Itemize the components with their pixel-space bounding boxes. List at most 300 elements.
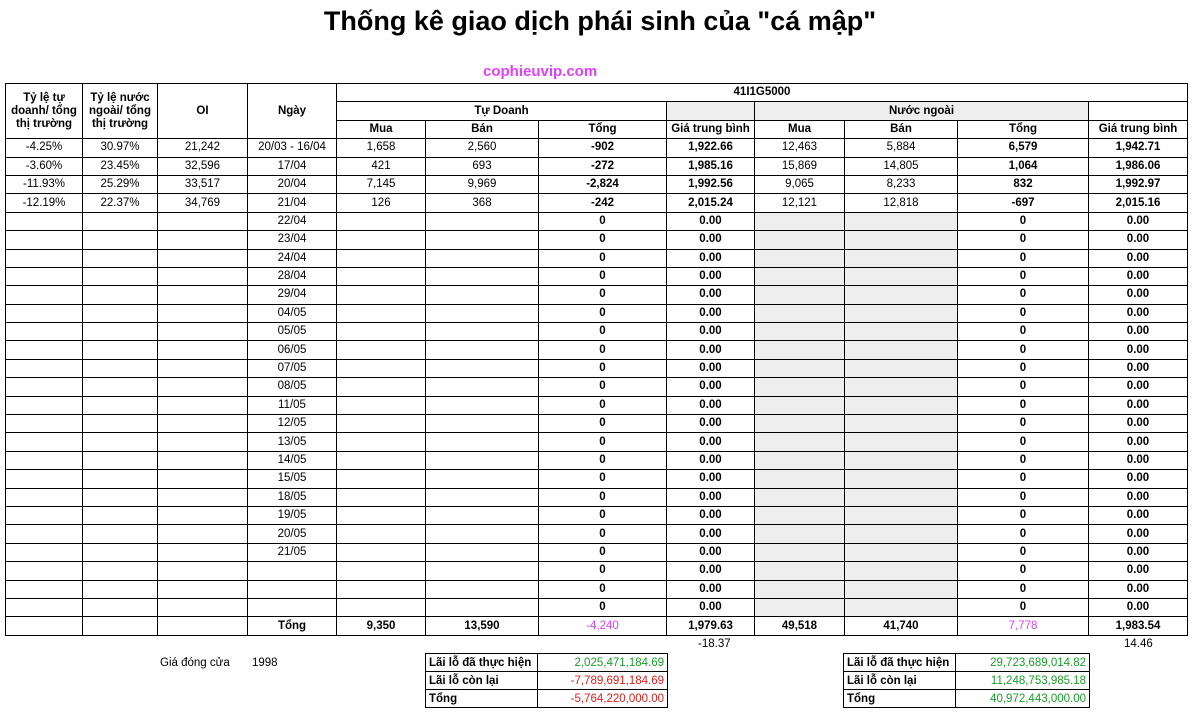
cell-td-tong: 0 (539, 506, 667, 524)
cell-td-tong: 0 (539, 323, 667, 341)
cell-td-gia: 1,922.66 (667, 139, 755, 157)
cell-td-mua (337, 378, 426, 396)
cell-nn-mua (755, 598, 845, 616)
cell-nn-gia: 0.00 (1089, 415, 1188, 433)
cell-oi (158, 433, 248, 451)
cell-nn-ban (845, 525, 958, 543)
cell-ty-le-nuoc-ngoai (83, 212, 158, 230)
cell-ty-le-nuoc-ngoai (83, 415, 158, 433)
cell-ty-le-tu-doanh (6, 378, 83, 396)
cell-nn-mua (755, 359, 845, 377)
cell-td-gia: 0.00 (667, 304, 755, 322)
cell-nn-tong: 0 (958, 267, 1089, 285)
cell-ty-le-tu-doanh: -11.93% (6, 175, 83, 193)
cell-td-tong: 0 (539, 433, 667, 451)
cell-td-tong: 0 (539, 598, 667, 616)
pl-value: 2,025,471,184.69 (538, 654, 668, 672)
total-td-gia: 1,979.63 (667, 617, 755, 635)
cell-td-ban (426, 598, 539, 616)
pl-row (844, 654, 1090, 672)
cell-nn-gia: 0.00 (1089, 598, 1188, 616)
table-row (6, 506, 1188, 524)
cell-ty-le-nuoc-ngoai: 30.97% (83, 139, 158, 157)
table-row (6, 341, 1188, 359)
total-td-tong: -4,240 (539, 617, 667, 635)
cell-td-gia: 0.00 (667, 249, 755, 267)
cell-td-ban (426, 231, 539, 249)
cell-nn-tong: 0 (958, 470, 1089, 488)
cell-ty-le-tu-doanh (6, 488, 83, 506)
cell-td-tong: 0 (539, 415, 667, 433)
table-row (6, 194, 1188, 212)
header-td-ban: Bán (426, 120, 539, 138)
cell-ngay: 07/05 (248, 359, 337, 377)
cell-nn-ban (845, 506, 958, 524)
total-nn-ban: 41,740 (845, 617, 958, 635)
cell-ty-le-tu-doanh (6, 451, 83, 469)
cell-nn-gia: 1,986.06 (1089, 157, 1188, 175)
cell-nn-ban: 12,818 (845, 194, 958, 212)
cell-nn-ban: 8,233 (845, 175, 958, 193)
cell-td-tong: 0 (539, 562, 667, 580)
cell-nn-gia: 1,992.97 (1089, 175, 1188, 193)
cell-oi (158, 415, 248, 433)
cell-td-gia: 0.00 (667, 433, 755, 451)
cell-td-ban (426, 286, 539, 304)
cell-oi (158, 359, 248, 377)
cell-nn-tong: 6,579 (958, 139, 1089, 157)
cell-nn-gia: 0.00 (1089, 580, 1188, 598)
cell-td-gia: 0.00 (667, 488, 755, 506)
cell-nn-mua (755, 249, 845, 267)
cell-oi: 32,596 (158, 157, 248, 175)
table-row (6, 212, 1188, 230)
cell-ty-le-nuoc-ngoai (83, 562, 158, 580)
cell-td-ban (426, 249, 539, 267)
cell-ty-le-nuoc-ngoai (83, 451, 158, 469)
cell-nn-gia: 0.00 (1089, 396, 1188, 414)
pl-row (426, 654, 668, 672)
cell-td-mua (337, 396, 426, 414)
total-row (6, 617, 1188, 635)
cell-nn-mua: 12,463 (755, 139, 845, 157)
cell-ty-le-tu-doanh: -3.60% (6, 157, 83, 175)
table-row (6, 175, 1188, 193)
header-contract: 41I1G5000 (337, 84, 1188, 102)
total-nn-gia: 1,983.54 (1089, 617, 1188, 635)
cell-oi (158, 341, 248, 359)
header-ngay: Ngày (248, 84, 337, 139)
cell-td-gia: 1,985.16 (667, 157, 755, 175)
cell-nn-gia: 0.00 (1089, 525, 1188, 543)
pl-value: -5,764,220,000.00 (538, 690, 668, 708)
table-row (6, 359, 1188, 377)
cell-td-mua (337, 488, 426, 506)
cell-nn-tong: 0 (958, 506, 1089, 524)
header-nn-mua: Mua (755, 120, 845, 138)
pl-label: Lãi lỗ đã thực hiện (426, 654, 538, 672)
cell-oi (158, 212, 248, 230)
cell-ngay: 14/05 (248, 451, 337, 469)
cell-nn-gia: 0.00 (1089, 506, 1188, 524)
header-ty-le-nuoc-ngoai: Tỷ lệ nước ngoài/ tổng thị trường (83, 84, 158, 139)
cell-nn-ban: 14,805 (845, 157, 958, 175)
cell-ty-le-tu-doanh (6, 415, 83, 433)
cell-ty-le-nuoc-ngoai (83, 580, 158, 598)
table-row (6, 286, 1188, 304)
cell-td-tong: 0 (539, 580, 667, 598)
cell-td-tong: 0 (539, 212, 667, 230)
cell-ngay (248, 580, 337, 598)
cell-td-gia: 0.00 (667, 378, 755, 396)
cell-nn-mua (755, 451, 845, 469)
cell-td-ban (426, 304, 539, 322)
cell-td-ban (426, 562, 539, 580)
cell-nn-gia: 2,015.16 (1089, 194, 1188, 212)
cell-td-gia: 0.00 (667, 341, 755, 359)
cell-nn-tong: 0 (958, 359, 1089, 377)
cell-ty-le-tu-doanh (6, 249, 83, 267)
cell-oi (158, 267, 248, 285)
cell-nn-gia: 1,942.71 (1089, 139, 1188, 157)
cell-nn-ban (845, 212, 958, 230)
cell-nn-ban (845, 323, 958, 341)
cell-td-gia: 0.00 (667, 323, 755, 341)
cell-ty-le-nuoc-ngoai: 22.37% (83, 194, 158, 212)
cell-ty-le-tu-doanh (6, 323, 83, 341)
header-nn-ban: Bán (845, 120, 958, 138)
cell-ty-le-nuoc-ngoai (83, 433, 158, 451)
cell-ngay: 11/05 (248, 396, 337, 414)
cell-nn-mua (755, 341, 845, 359)
total-nn-tong: 7,778 (958, 617, 1089, 635)
cell-nn-mua (755, 470, 845, 488)
cell-td-tong: 0 (539, 249, 667, 267)
cell-nn-ban: 5,884 (845, 139, 958, 157)
cell-td-tong: 0 (539, 451, 667, 469)
cell-td-mua: 421 (337, 157, 426, 175)
site-link[interactable]: cophieuvip.com (483, 63, 598, 80)
cell-td-mua (337, 506, 426, 524)
total-label: Tổng (248, 617, 337, 635)
cell-nn-mua (755, 433, 845, 451)
cell-ty-le-nuoc-ngoai (83, 323, 158, 341)
cell-nn-tong: 832 (958, 175, 1089, 193)
cell-ty-le-tu-doanh: -4.25% (6, 139, 83, 157)
cell-ty-le-tu-doanh (6, 543, 83, 561)
cell-td-gia: 0.00 (667, 359, 755, 377)
table-row (6, 378, 1188, 396)
cell-ty-le-nuoc-ngoai (83, 525, 158, 543)
cell-td-ban (426, 506, 539, 524)
cell-nn-gia: 0.00 (1089, 378, 1188, 396)
cell-nn-mua (755, 304, 845, 322)
cell-nn-ban (845, 433, 958, 451)
cell-td-tong: -2,824 (539, 175, 667, 193)
cell-td-ban (426, 580, 539, 598)
cell-nn-mua (755, 323, 845, 341)
cell-td-ban: 693 (426, 157, 539, 175)
cell-nn-ban (845, 580, 958, 598)
cell-nn-gia: 0.00 (1089, 359, 1188, 377)
cell-nn-ban (845, 470, 958, 488)
cell-td-gia: 0.00 (667, 470, 755, 488)
header-ty-le-tu-doanh: Tỷ lệ tự doanh/ tổng thị trường (6, 84, 83, 139)
table-row (6, 396, 1188, 414)
cell-ty-le-tu-doanh (6, 562, 83, 580)
pl-value: -7,789,691,184.69 (538, 672, 668, 690)
cell-ty-le-tu-doanh (6, 231, 83, 249)
cell-oi (158, 304, 248, 322)
cell-td-mua (337, 433, 426, 451)
cell-td-ban: 2,560 (426, 139, 539, 157)
cell-td-ban (426, 267, 539, 285)
cell-td-ban (426, 525, 539, 543)
cell-td-tong: 0 (539, 341, 667, 359)
cell-td-ban (426, 212, 539, 230)
cell-nn-gia: 0.00 (1089, 470, 1188, 488)
cell-td-mua (337, 598, 426, 616)
cell-td-gia: 0.00 (667, 580, 755, 598)
cell-td-gia: 0.00 (667, 231, 755, 249)
cell-oi (158, 543, 248, 561)
cell-nn-tong: 0 (958, 378, 1089, 396)
cell-nn-tong: 0 (958, 341, 1089, 359)
cell-nn-gia: 0.00 (1089, 267, 1188, 285)
cell-td-ban: 368 (426, 194, 539, 212)
cell-oi (158, 506, 248, 524)
cell-td-mua (337, 415, 426, 433)
cell-td-gia: 0.00 (667, 451, 755, 469)
cell-nn-tong: 0 (958, 488, 1089, 506)
cell-td-tong: 0 (539, 267, 667, 285)
cell-oi (158, 378, 248, 396)
cell-ty-le-tu-doanh (6, 433, 83, 451)
cell-td-ban (426, 451, 539, 469)
cell-nn-mua (755, 562, 845, 580)
cell-ty-le-nuoc-ngoai (83, 304, 158, 322)
cell-ty-le-nuoc-ngoai (83, 359, 158, 377)
cell-td-mua (337, 286, 426, 304)
cell-td-mua: 126 (337, 194, 426, 212)
cell-nn-tong: 0 (958, 433, 1089, 451)
cell-td-gia: 0.00 (667, 543, 755, 561)
table-row (6, 304, 1188, 322)
cell-nn-tong: 0 (958, 543, 1089, 561)
cell-td-gia: 0.00 (667, 506, 755, 524)
cell-ty-le-tu-doanh (6, 598, 83, 616)
cell-td-mua (337, 359, 426, 377)
cell-td-ban (426, 396, 539, 414)
cell-td-mua (337, 451, 426, 469)
cell-nn-tong: 0 (958, 212, 1089, 230)
cell-nn-ban (845, 488, 958, 506)
cell-ngay (248, 598, 337, 616)
cell-nn-tong: 0 (958, 231, 1089, 249)
cell-nn-gia: 0.00 (1089, 562, 1188, 580)
cell-oi (158, 470, 248, 488)
table-row (6, 562, 1188, 580)
cell-ty-le-tu-doanh (6, 286, 83, 304)
table-row (6, 415, 1188, 433)
table-row (6, 470, 1188, 488)
cell-td-ban (426, 359, 539, 377)
cell-oi: 34,769 (158, 194, 248, 212)
pl-row (844, 690, 1090, 708)
cell-td-mua (337, 323, 426, 341)
cell-td-mua (337, 249, 426, 267)
cell-nn-gia: 0.00 (1089, 433, 1188, 451)
header-nuoc-ngoai: Nước ngoài (755, 102, 1089, 120)
close-price-value: 1998 (252, 657, 278, 669)
cell-nn-tong: 0 (958, 323, 1089, 341)
cell-nn-ban (845, 543, 958, 561)
cell-nn-gia: 0.00 (1089, 231, 1188, 249)
cell-td-gia: 1,992.56 (667, 175, 755, 193)
close-price-label: Giá đóng cửa (160, 657, 230, 669)
header-oi: OI (158, 84, 248, 139)
pl-value: 11,248,753,985.18 (956, 672, 1090, 690)
cell-ty-le-nuoc-ngoai (83, 470, 158, 488)
cell-td-tong: 0 (539, 231, 667, 249)
cell-nn-ban (845, 341, 958, 359)
header-tu-doanh: Tự Doanh (337, 102, 667, 120)
cell-nn-tong: 1,064 (958, 157, 1089, 175)
cell-nn-ban (845, 396, 958, 414)
table-row (6, 231, 1188, 249)
cell-ty-le-tu-doanh (6, 267, 83, 285)
page-title: Thống kê giao dịch phái sinh của "cá mập" (323, 6, 877, 36)
cell-nn-mua (755, 378, 845, 396)
cell-oi (158, 562, 248, 580)
cell-td-gia: 0.00 (667, 598, 755, 616)
cell-td-gia: 0.00 (667, 212, 755, 230)
cell-ngay: 15/05 (248, 470, 337, 488)
cell-ty-le-nuoc-ngoai (83, 286, 158, 304)
cell-td-mua (337, 562, 426, 580)
cell-oi (158, 488, 248, 506)
cell-td-mua (337, 267, 426, 285)
cell-td-ban (426, 378, 539, 396)
table-row (6, 543, 1188, 561)
cell-td-tong: 0 (539, 470, 667, 488)
cell-nn-tong: 0 (958, 580, 1089, 598)
pl-label: Lãi lỗ còn lại (844, 672, 956, 690)
cell-ty-le-nuoc-ngoai (83, 341, 158, 359)
cell-ty-le-nuoc-ngoai: 23.45% (83, 157, 158, 175)
pl-label: Tổng (426, 690, 538, 708)
cell-ngay: 05/05 (248, 323, 337, 341)
cell-nn-ban (845, 267, 958, 285)
cell-nn-mua (755, 525, 845, 543)
cell-td-mua (337, 341, 426, 359)
cell-td-gia: 2,015.24 (667, 194, 755, 212)
cell-ty-le-nuoc-ngoai (83, 488, 158, 506)
table-row (6, 488, 1188, 506)
cell-oi (158, 598, 248, 616)
cell-td-ban (426, 323, 539, 341)
table-row (6, 451, 1188, 469)
pl-row (426, 690, 668, 708)
cell-nn-ban (845, 249, 958, 267)
cell-oi (158, 525, 248, 543)
cell-ty-le-nuoc-ngoai (83, 378, 158, 396)
cell-td-ban: 9,969 (426, 175, 539, 193)
cell-ty-le-nuoc-ngoai (83, 598, 158, 616)
cell-td-tong: 0 (539, 543, 667, 561)
cell-ty-le-tu-doanh (6, 304, 83, 322)
cell-td-tong: 0 (539, 286, 667, 304)
trades-table (5, 83, 1188, 636)
cell-nn-gia: 0.00 (1089, 212, 1188, 230)
td-diff: -18.37 (698, 638, 731, 650)
cell-ty-le-nuoc-ngoai (83, 543, 158, 561)
cell-oi (158, 451, 248, 469)
cell-ngay: 20/03 - 16/04 (248, 139, 337, 157)
cell-ngay: 21/05 (248, 543, 337, 561)
total-td-ban: 13,590 (426, 617, 539, 635)
cell-ty-le-nuoc-ngoai (83, 396, 158, 414)
cell-ty-le-nuoc-ngoai (83, 506, 158, 524)
cell-ngay: 21/04 (248, 194, 337, 212)
cell-ty-le-tu-doanh: -12.19% (6, 194, 83, 212)
header-nn-gia: Giá trung bình (1089, 120, 1188, 138)
cell-nn-ban (845, 378, 958, 396)
cell-nn-tong: 0 (958, 598, 1089, 616)
table-row (6, 139, 1188, 157)
cell-nn-gia: 0.00 (1089, 249, 1188, 267)
cell-nn-mua (755, 488, 845, 506)
pl-label: Lãi lỗ còn lại (426, 672, 538, 690)
cell-nn-mua: 9,065 (755, 175, 845, 193)
cell-td-mua: 1,658 (337, 139, 426, 157)
cell-td-ban (426, 543, 539, 561)
pl-value: 40,972,443,000.00 (956, 690, 1090, 708)
header-spacer (1089, 102, 1188, 120)
pl-row (426, 672, 668, 690)
cell-td-tong: 0 (539, 378, 667, 396)
table-row (6, 525, 1188, 543)
cell-nn-mua: 12,121 (755, 194, 845, 212)
cell-nn-mua (755, 506, 845, 524)
cell-oi: 21,242 (158, 139, 248, 157)
pl-tu-doanh-table (425, 653, 668, 708)
cell-td-gia: 0.00 (667, 286, 755, 304)
nn-diff: 14.46 (1124, 638, 1153, 650)
cell-ngay: 22/04 (248, 212, 337, 230)
table-row (6, 267, 1188, 285)
pl-label: Lãi lỗ đã thực hiện (844, 654, 956, 672)
cell-nn-ban (845, 415, 958, 433)
cell-nn-mua (755, 286, 845, 304)
cell-td-tong: 0 (539, 488, 667, 506)
table-row (6, 598, 1188, 616)
table-row (6, 323, 1188, 341)
cell-ngay: 19/05 (248, 506, 337, 524)
cell-ngay: 06/05 (248, 341, 337, 359)
cell-nn-gia: 0.00 (1089, 304, 1188, 322)
cell-ngay: 29/04 (248, 286, 337, 304)
cell-td-gia: 0.00 (667, 415, 755, 433)
cell-nn-ban (845, 359, 958, 377)
cell-nn-ban (845, 451, 958, 469)
cell-ngay: 12/05 (248, 415, 337, 433)
cell-ty-le-tu-doanh (6, 470, 83, 488)
cell-nn-tong: 0 (958, 525, 1089, 543)
cell-nn-tong: 0 (958, 286, 1089, 304)
cell-ty-le-tu-doanh (6, 212, 83, 230)
cell-ty-le-tu-doanh (6, 506, 83, 524)
